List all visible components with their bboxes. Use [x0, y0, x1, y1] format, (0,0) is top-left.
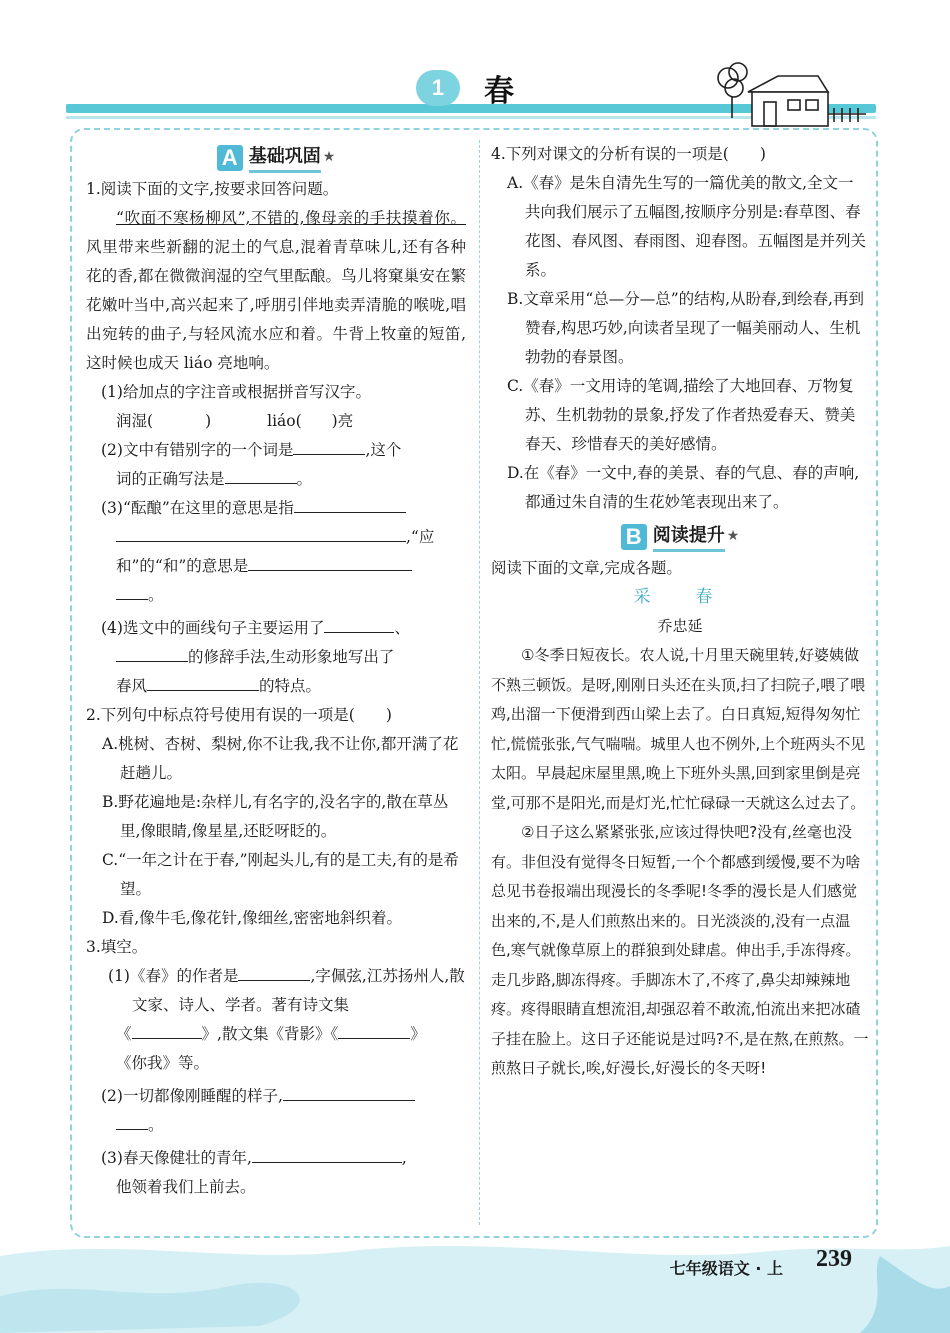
q1-sub1-item-2: )	[205, 412, 212, 430]
q3-sub2-text-a: (2)一切都像刚睡醒的样子,	[101, 1087, 283, 1105]
q1-sub4-text-e: 的特点。	[259, 677, 322, 695]
q3-sub3-text-b: ,	[401, 1149, 407, 1167]
q2-option-c: C.“一年之计在于春,”刚起头儿,有的是工夫,有的是希望。	[102, 851, 459, 898]
right-column	[491, 140, 869, 1084]
answer-blank[interactable]	[147, 675, 259, 692]
lesson-title: 春	[484, 74, 514, 109]
q1-sub3-text-d: 。	[148, 586, 164, 604]
q1-stem: 1.阅读下面的文字,按要求回答问题。	[86, 180, 339, 198]
q1-sub3-text-b: ,“应	[406, 528, 435, 546]
page-number: 239	[816, 1246, 852, 1272]
q3-sub3	[86, 1144, 466, 1173]
q1-sub1: (1)给加点的字注音或根据拼音写汉字。	[101, 383, 371, 401]
q1-sub1-item-3: liáo(	[267, 412, 302, 430]
star-decoration-icon: ★	[726, 528, 740, 544]
q1-passage	[86, 204, 466, 378]
water-wave-decoration-icon	[0, 1236, 950, 1333]
answer-blank[interactable]	[116, 526, 406, 543]
book-label: 七年级语文 · 上	[669, 1259, 783, 1278]
left-column	[86, 142, 466, 1202]
q2-option-a: A.桃树、杏树、梨树,你不让我,我不让你,都开满了花赶趟儿。	[102, 735, 459, 782]
lesson-number-badge: 1	[416, 70, 460, 106]
answer-blank[interactable]	[132, 1023, 202, 1040]
q4-option-d: D.在《春》一文中,春的美景、春的气息、春的声响,都通过朱自清的生花妙笔表现出来了。	[507, 464, 860, 511]
answer-blank[interactable]	[324, 617, 394, 634]
section-a-title: 基础巩固	[249, 142, 321, 173]
q3-sub3-cont: 他领着我们上前去。	[116, 1178, 256, 1196]
q2-option-d: D.看,像牛毛,像花针,像细丝,密密地斜织着。	[102, 909, 403, 927]
q3-sub2	[86, 1082, 466, 1111]
answer-blank[interactable]	[225, 468, 297, 485]
q1-sub4-text-b: 、	[394, 619, 410, 637]
q3-sub1-cont2: 《你我》等。	[116, 1054, 210, 1072]
section-a-letter: A	[217, 145, 243, 171]
q1-passage-rest: 风里带来些新翻的泥土的气息,混着青草味儿,还有各种花的香,都在微微润湿的空气里酝酿。鸟儿将窠巢安在繁花嫩叶当中,高兴起来了,呼朋引伴地卖弄清脆的喉咙,唱出宛转的曲子,与轻风流水应和着。牛背上牧童的短笛,这时候也成天 liáo 亮地响。	[86, 238, 466, 372]
section-b-header	[491, 521, 869, 552]
answer-blank[interactable]	[252, 1147, 402, 1164]
answer-blank[interactable]	[116, 584, 148, 601]
q3-stem: 3.填空。	[86, 938, 148, 956]
q1-sub1-items	[86, 407, 466, 436]
q3-sub1-text-a: (1)《春》的作者是	[108, 967, 239, 985]
answer-blank[interactable]	[294, 497, 406, 514]
q1-sub3-text-c: 和”的“和”的意思是	[116, 557, 249, 575]
q1-sub1-item-4: )亮	[331, 412, 354, 430]
q3-sub2-cont	[86, 1111, 466, 1140]
q1-sub2-text-a: (2)文中有错别字的一个词是	[101, 441, 294, 459]
answer-blank[interactable]	[116, 1114, 148, 1131]
article-title: 采 春	[633, 587, 727, 607]
q1-sub1-item-1: 润湿(	[116, 412, 154, 430]
q3-sub1-text-d: 》,散文集《背影》《	[201, 1025, 339, 1043]
answer-blank[interactable]	[283, 1085, 415, 1102]
q1-sub2	[86, 436, 466, 465]
q4-option-c: C.《春》一文用诗的笔调,描绘了大地回春、万物复苏、生机勃勃的景象,抒发了作者热爱春天、赞美春天、珍惜春天的美好感情。	[507, 377, 856, 453]
q4-stem: 4.下列对课文的分析有误的一项是( )	[491, 145, 766, 163]
q1-sub3-cont2	[86, 552, 466, 581]
q1-sub4-cont	[86, 643, 466, 672]
q1-sub3-text-a: (3)“酝酿”在这里的意思是指	[101, 499, 294, 517]
q3-sub1-text-c: 《	[116, 1025, 132, 1043]
answer-blank[interactable]	[248, 555, 412, 572]
article-paragraph-1: ①冬季日短夜长。农人说,十月里天碗里转,好婆姨做不熟三顿饭。是呀,刚刚日头还在头顶,扫了扫院子,喂了喂鸡,出溜一下便滑到西山梁上去了。白日真短,短得匆匆忙忙,慌慌张张,气气喘喘。城里人也不例外,上个班两头不见太阳。早晨起床屋里黑,晚上下班外头黑,回到家里倒是亮堂,可那不是阳光,而是灯光,忙忙碌碌一天就这么过去了。	[491, 646, 866, 812]
q1-sub4-text-a: (4)选文中的画线句子主要运用了	[101, 619, 325, 637]
q1-sub2-text-c: 词的正确写法是	[116, 470, 225, 488]
article-paragraph-2: ②日子这么紧紧张张,应该过得快吧?没有,丝毫也没有。非但没有觉得冬日短暂,一个个都感到缓慢,要不为啥总见书卷报端出现漫长的冬季呢!冬季的漫长是人们感觉出来的,不,是人们煎熬出来的。日光淡淡的,没有一点温色,寒气就像草原上的群狼到处肆虐。伸出手,手冻得疼。走几步路,脚冻得疼。手脚冻木了,不疼了,鼻尖却辣辣地疼。疼得眼睛直想流泪,却强忍着不敢流,怕流出来把冰碴子挂在脸上。这日子还能说是过吗?不,是在熬,在煎熬。一煎熬日子就长,唉,好漫长,好漫长的冬天呀!	[491, 823, 869, 1077]
q3-sub2-text-b: 。	[148, 1116, 164, 1134]
q2-option-b: B.野花遍地是:杂样儿,有名字的,没名字的,散在草丛里,像眼睛,像星星,还眨呀眨的。	[102, 793, 449, 840]
q2-stem: 2.下列句中标点符号使用有误的一项是( )	[86, 706, 392, 724]
article-author: 乔忠延	[657, 617, 703, 635]
q1-sub4-text-d: 春风	[116, 677, 148, 695]
q4-option-b: B.文章采用“总—分—总”的结构,从盼春,到绘春,再到赞春,构思巧妙,向读者呈现了一幅美丽动人、生机勃勃的春景图。	[507, 290, 864, 366]
section-b-title: 阅读提升	[653, 521, 725, 552]
q1-sub2-text-b: ,这个	[365, 441, 402, 459]
q1-sub4-text-c: 的修辞手法,生动形象地写出了	[188, 648, 395, 666]
q3-sub3-text-a: (3)春天像健壮的青年,	[101, 1149, 252, 1167]
q1-sub3-cont3	[86, 581, 466, 610]
section-b-letter: B	[621, 524, 647, 550]
answer-blank[interactable]	[293, 439, 365, 456]
q1-sub4	[86, 614, 466, 643]
house-tree-illustration-icon	[708, 58, 868, 130]
q3-sub1-text-e: 》	[410, 1025, 426, 1043]
answer-blank[interactable]	[238, 965, 310, 982]
q3-sub1-cont	[86, 1020, 466, 1049]
answer-blank[interactable]	[116, 646, 188, 663]
column-divider	[479, 140, 480, 1225]
q1-passage-underlined: “吹面不寒杨柳风”,不错的,像母亲的手扶摸着你。	[116, 209, 466, 227]
q4-option-a: A.《春》是朱自清先生写的一篇优美的散文,全文一共向我们展示了五幅图,按顺序分别是:春草图、春花图、春风图、春雨图、迎春图。五幅图是并列关系。	[507, 174, 867, 279]
section-a-header	[86, 142, 466, 173]
q3-sub1-text-b: ,字佩弦,江苏扬州人,散文家、诗人、学者。著有诗文集	[132, 967, 465, 1014]
q1-sub2-text-d: 。	[296, 470, 313, 488]
q3-sub1	[86, 962, 466, 1020]
q1-sub4-cont2	[86, 672, 466, 701]
reading-intro: 阅读下面的文章,完成各题。	[491, 559, 682, 577]
q1-sub2-cont	[86, 465, 466, 494]
q1-sub3	[86, 494, 466, 523]
answer-blank[interactable]	[338, 1023, 410, 1040]
q1-sub3-cont	[86, 523, 466, 552]
star-decoration-icon: ★	[322, 149, 336, 165]
